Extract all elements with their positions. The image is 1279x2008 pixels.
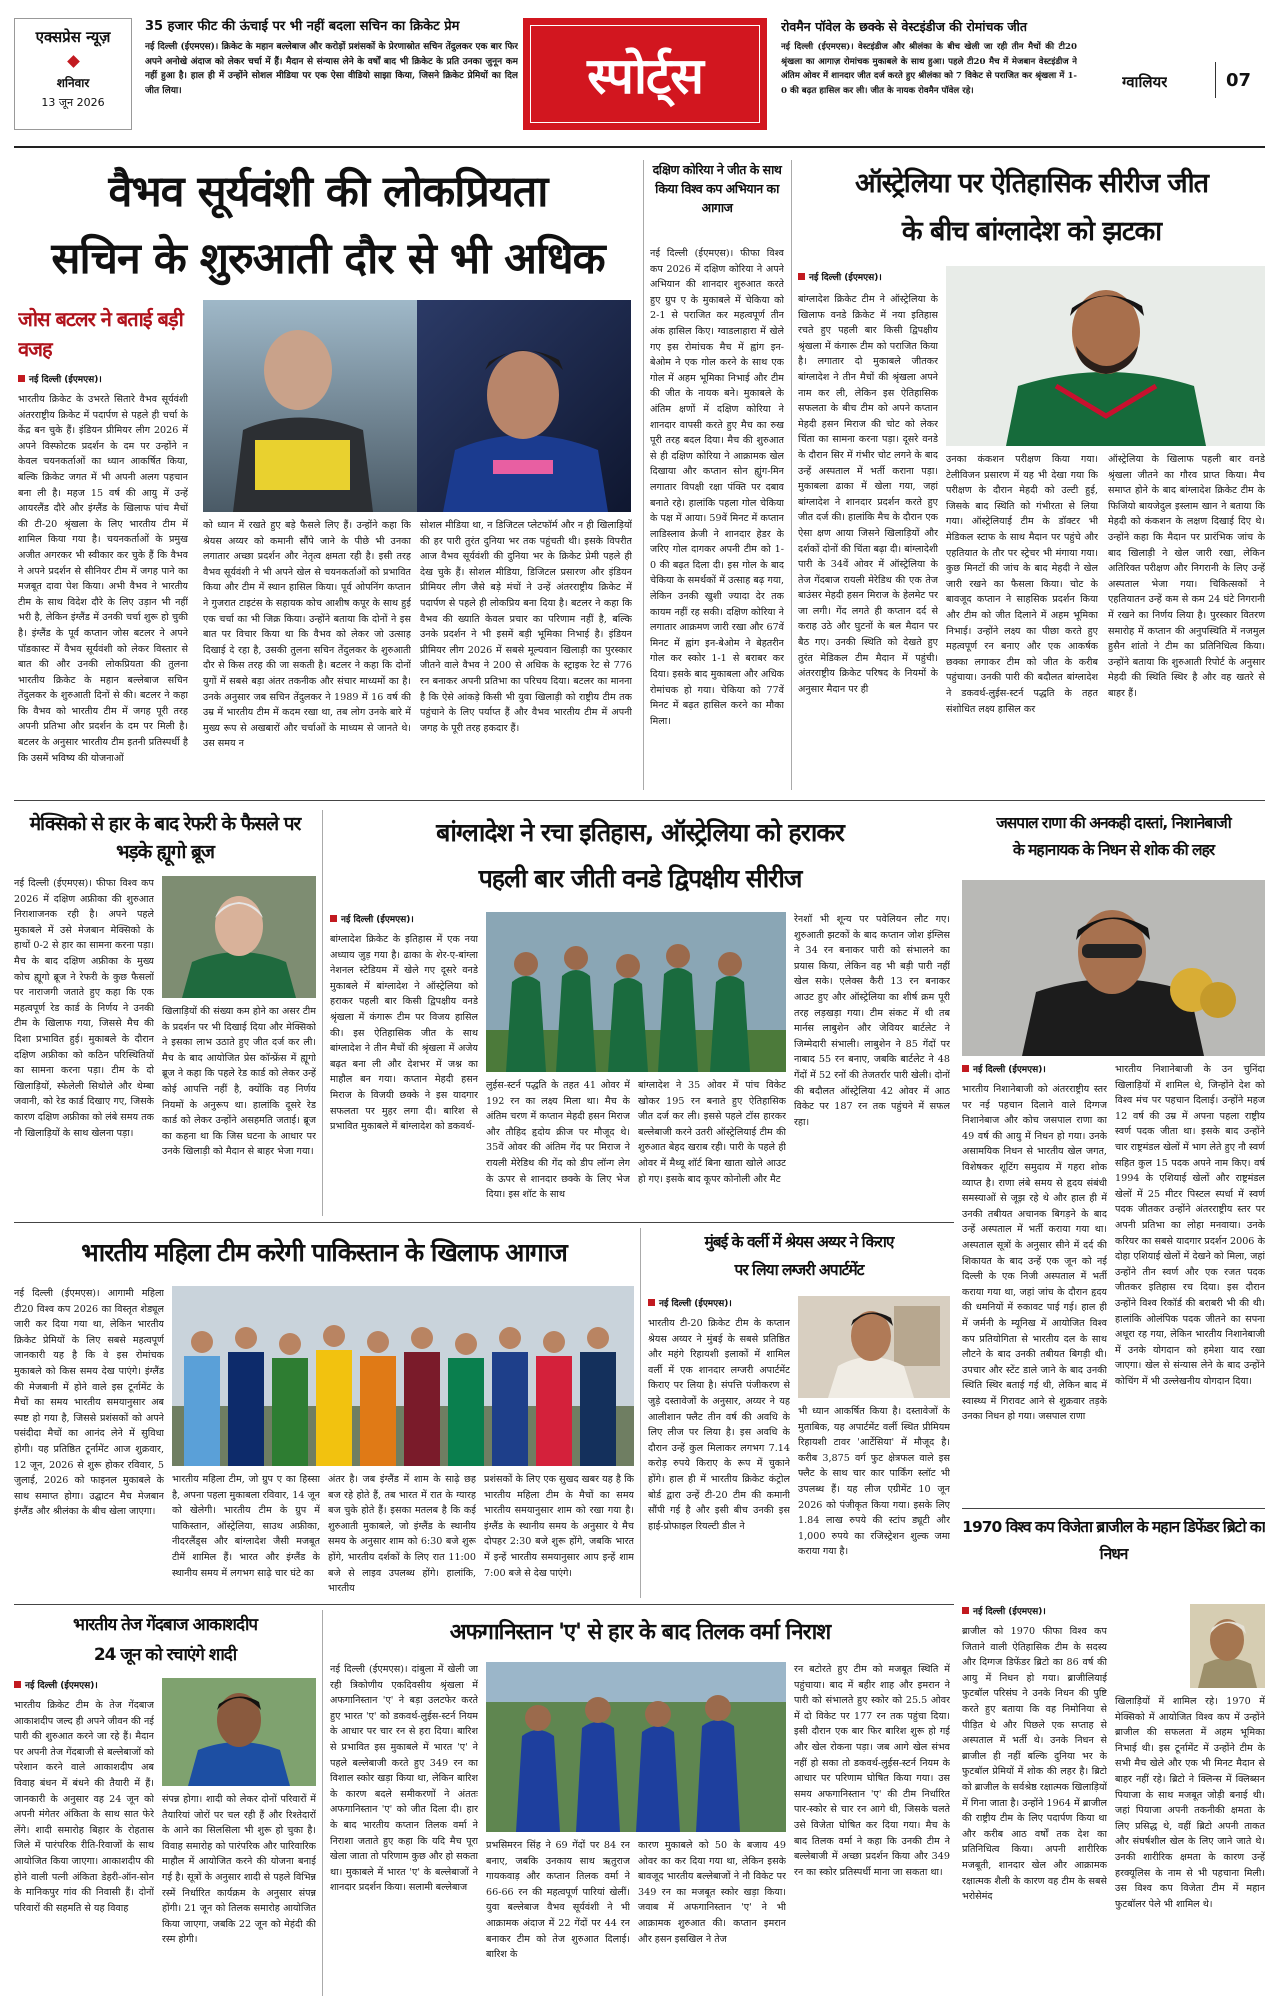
article-bangladesh-setback-headline [798, 160, 1265, 264]
article-bangladesh-history-headline [330, 810, 950, 910]
photo-art [962, 880, 1265, 1056]
masthead-rule [14, 146, 1265, 148]
headline-line2: के महानायक के निधन से शोक की लहर [1012, 841, 1215, 859]
section-rule [14, 800, 1265, 801]
headline-line2: पहली बार जीती वनडे द्विपक्षीय सीरीज [478, 864, 802, 893]
city-label: ग्वालियर [1122, 73, 1168, 91]
section-rule [14, 1604, 954, 1605]
photo-art [162, 1678, 316, 1786]
women-col3: अंतर है। जब इंग्लैंड में शाम के साढ़े छह बज रहे होते हैं, तब भारत में रात के ग्यारह बज चुके होते हैं। इसका मतलब है कि कई शुरुआती मुकाबले, जो इंग्लैंड के स्थानीय समय के अनुसार शाम को 6:30 बजे शुरू होंगे, भारतीय दर्शकों के लिए रात 11:00 बजे से लाइव उपलब्ध होंगे। हालांकि, भारतीय [328, 1474, 476, 1595]
brief-sachin-title: 35 हजार फीट की ऊंचाई पर भी नहीं बदला सचिन का क्रिकेट प्रेम [145, 19, 460, 34]
article-jaspal-headline [962, 810, 1265, 874]
shreyas-col2: भी ध्यान आकर्षित किया है। दस्तावेजों के मुताबिक, यह अपार्टमेंट वर्ली स्थित प्रीमियम रिहायशी टावर 'आर्टेसिया' में मौजूद है। करीब 3,875 वर्ग फुट क्षेत्रफल वाले इस फ्लैट के साथ चार कार पार्किंग स्लॉट भी उपलब्ध हैं। यह लीज एग्रीमेंट 10 जून 2026 को पंजीकृत किया गया। इसके लिए 1.84 लाख रुपये की स्टांप ड्यूटी और 1,000 रुपये का रजिस्ट्रेशन शुल्क जमा कराया गया है। [798, 1406, 950, 1558]
women-col4: प्रशंसकों के लिए एक सुखद खबर यह है कि भारतीय महिला टीम के मैचों का समय भारतीय समयानुसार शाम को रखा गया है। इंग्लैंड के स्थानीय समय के अनुसार ये मैच दोपहर 2:30 बजे शुरू होंगे, जबकि भारत में इन्हें भारतीय समयानुसार आप इन्हें शाम 7:00 बजे से देख पाएंगे। [484, 1474, 634, 1579]
photo-art [172, 1286, 634, 1466]
headline-line1: वैभव सूर्यवंशी की लोकप्रियता [108, 167, 548, 217]
headline-line2: सचिन के शुरुआती दौर से भी अधिक [51, 234, 605, 284]
section-rule [14, 1222, 954, 1223]
photo-shreyas [798, 1296, 950, 1398]
brand-box [14, 18, 132, 130]
vaibhav-col2: को ध्यान में रखते हुए बड़े फैसले लिए हैं। उन्होंने कहा कि श्रेयस अय्यर को कमानी सौंपे जाने के पीछे भी उनका लगातार अच्छा प्रदर्शन और नेतृत्व क्षमता रही है। इसी तरह वैभव सूर्यवंशी ने भी अपने खेल से चयनकर्ताओं को प्रभावित किया और टीम में स्थान हासिल किया। पूर्व ओपनिंग कप्तान ने गुजरात टाइटंस के सहायक कोच आशीष कपूर के साथ हुई एक चर्चा का भी जिक्र किया। उन्होंने बताया कि दोनों ने इस बात पर विचार किया था कि वैभव को लेकर जो उत्साह दिखाई दे रहा है, उसकी तुलना सचिन तेंदुलकर के शुरुआती दौर से किस तरह की जा सकती है। बटलर ने कहा कि दोनों युगों में सबसे बड़ा अंतर तकनीक और संचार माध्यमों का है। उनके अनुसार जब सचिन तेंदुलकर ने 1989 में 16 वर्ष की उम्र में भारतीय टीम में कदम रखा था, तब लोग उनके बारे में मुख्य रूप से अखबारों और चर्चाओं के माध्यम से जानते थे। उस समय न [203, 520, 411, 750]
setback-byline: नई दिल्ली (ईएमएस)। [798, 270, 938, 283]
article-vaibhav-headline [14, 160, 642, 310]
broos-headline: मेक्सिको से हार के बाद रेफरी के फैसले पर भड़के ह्यूगो ब्रूज [29, 813, 301, 863]
photo-jaspal [962, 880, 1265, 1056]
korea-text: नई दिल्ली (ईएमएस)। फीफा विश्व कप 2026 में दक्षिण कोरिया ने अपने अभियान की शानदार शुरुआत करते हुए ग्रुप ए के मुकाबले में चेकिया को 2-1 से पराजित कर महत्वपूर्ण तीन अंक हासिल किए। ग्वाडलाहारा में खेले गए इस रोमांचक मैच में ह्वांग इन-बेओम ने एक गोल करने के साथ एक गोल में अहम भूमिका निभाई और टीम की जीत के नायक बने। मुकाबले के अंतिम क्षणों में दक्षिण कोरिया ने शानदार वापसी करते हुए मैच का रुख पूरी तरह बदल दिया। मैच की शुरुआत से ही दक्षिण कोरिया ने आक्रामक खेल दिखाया और कप्तान सोन ह्युंग-मिन लगातार विपक्षी रक्षा पंक्ति पर दबाव बनाते रहे। हालांकि पहला गोल चेकिया के पक्ष में आया। 59वें मिनट में कप्तान लाडिस्लाव क्रेजी ने शानदार हेडर के जरिए गोल दागकर अपनी टीम को 1-0 की बढ़त दिला दी। इस गोल के बाद चेकिया के समर्थकों में उत्साह बढ़ गया, लेकिन उनकी खुशी ज्यादा देर तक कायम नहीं रह सकी। दक्षिण कोरिया ने लगातार आक्रमण जारी रखा और 67वें मिनट में ह्वांग इन-बेओम ने बेहतरीन गोल कर स्कोर 1-1 से बराबर कर दिया। इसके बाद मुकाबला और अधिक रोमांचक हो गया। चेकिया को 77वें मिनट में बढ़त हासिल करने का मौका मिला। [650, 248, 784, 727]
vaibhav-col3: सोशल मीडिया था, न डिजिटल प्लेटफॉर्म और न ही खिलाड़ियों की हर पारी तुरंत दुनिया भर तक पहुंचती थी। इसके विपरीत आज वैभव सूर्यवंशी की दुनिया भर के क्रिकेट प्रेमी पहले ही देख चुके हैं। सोशल मीडिया, डिजिटल प्रसारण और इंडियन प्रीमियर लीग जैसे बड़े मंचों ने उन्हें अंतरराष्ट्रीय क्रिकेट में पदार्पण से पहले ही लोकप्रिय बना दिया है। बटलर ने कहा कि वैभव की ख्याति केवल प्रचार का परिणाम नहीं है, बल्कि उनके प्रदर्शन ने भी इसमें बड़ी भूमिका निभाई है। इंडियन प्रीमियर लीग 2026 में सबसे मूल्यवान खिलाड़ी का पुरस्कार जीतने वाले वैभव ने 200 से अधिक के स्ट्राइक रेट से 776 रन बनाकर अपनी प्रतिभा का परिचय दिया। बटलर का मानना है कि ऐसे आंकड़े किसी भी युवा खिलाड़ी को राष्ट्रीय टीम तक पहुंचाने के लिए पर्याप्त हैं और वैभव भारतीय टीम में अपनी जगह के पूरी तरह हकदार हैं। [420, 520, 632, 734]
women-col1: नई दिल्ली (ईएमएस)। आगामी महिला टी20 विश्व कप 2026 का विस्तृत शेड्यूल जारी कर दिया गया था, लेकिन भारतीय क्रिकेट प्रेमियों के लिए सबसे महत्वपूर्ण जानकारी यह है कि वे इस रोमांचक मुकाबले को किस समय देख पाएंगे। इंग्लैंड की मेजबानी में होने वाले इस टूर्नामेंट के मैचों का समय भारतीय समयानुसार अब स्पष्ट हो गया है, जिससे प्रशंसकों को अपने पसंदीदा मैचों का आनंद लेने में सुविधा होगी। यह प्रतिष्ठित टूर्नामेंट आज शुक्रवार, 12 जून, 2026 से शुरू होकर रविवार, 5 जुलाई, 2026 को फाइनल मुकाबले के साथ समाप्त होगा। उद्घाटन मैच मेजबान इंग्लैंड और श्रीलंका के बीच खेला जाएगा। [14, 1288, 164, 1518]
setback-col3: ऑस्ट्रेलिया के खिलाफ पहली बार वनडे श्रृंखला जीतने का गौरव प्राप्त किया। मैच समाप्त होने के बाद बांग्लादेश क्रिकेट टीम के फिजियो बायजेदुल इस्लाम खान ने बताया कि मेहदी को कंकशन के लक्षण दिखाई दिए थे। उन्होंने कहा कि मैदान पर प्रारंभिक जांच के बाद खिलाड़ी ने खेल जारी रखा, लेकिन अतिरिक्त परीक्षण और निगरानी के लिए उन्हें अस्पताल भेजा गया। चिकित्सकों ने एहतियातन उन्हें कम से कम 24 घंटे निगरानी में रखने का निर्णय लिया है। पुरस्कार वितरण समारोह में कप्तान की अनुपस्थिति में नजमुल हुसैन शांतो ने टीम का प्रतिनिधित्व किया। उन्होंने बताया कि शुरुआती रिपोर्ट के अनुसार मेहदी की स्थिति स्थिर है और वह खतरे से बाहर हैं। [1108, 454, 1265, 699]
photo-butler-vaibhav [203, 300, 631, 512]
tilak-col4: रन बटोरते हुए टीम को मजबूत स्थिति में पहुंचाया। बाद में बहीर शाह और इमरान ने पारी को संभालते हुए स्कोर को 25.5 ओवर में दो विकेट पर 177 रन तक पहुंचा दिया। इसी दौरान एक बार फिर बारिश शुरू हो गई और खेल रोकना पड़ा। जब आगे खेल संभव नहीं हो सका तो डकवर्थ-लुईस-स्टर्न नियम के आधार पर परिणाम घोषित किया गया। उस समय अफगानिस्तान 'ए' की टीम निर्धारित पार-स्कोर से चार रन आगे थी, जिसके चलते उसे विजेता घोषित कर दिया गया। मैच के बाद तिलक वर्मा ने कहा कि उनकी टीम ने बल्लेबाजी में अच्छा प्रदर्शन किया और 349 रन का स्कोर प्रतिस्पर्धी माना जा सकता था। [794, 1664, 950, 1878]
headline-line1: जसपाल राणा की अनकही दास्तां, निशानेबाजी [996, 814, 1231, 832]
broos-text: नई दिल्ली (ईएमएस)। फीफा विश्व कप 2026 में दक्षिण अफ्रीका की शुरुआत निराशाजनक रही है। अपने पहले मुकाबले में उसे मेजबान मेक्सिको के हाथों 0-2 से हार का सामना करना पड़ा। मैच के बाद दक्षिण अफ्रीका के मुख्य कोच ह्यूगो ब्रूज ने रेफरी के कुछ फैसलों पर नाराजगी जताते हुए कहा कि एक महत्वपूर्ण रेड कार्ड के निर्णय ने उनकी टीम के खिलाफ गया, जिससे मैच की दिशा प्रभावित हुई। मुकाबले के दौरान दक्षिण अफ्रीका को कठिन परिस्थितियों का सामना करना पड़ा। टीम के दो खिलाड़ियों, स्फेलेली सिथोले और थेम्बा जवानी, को रेड कार्ड दिखाए गए, जिसके कारण दक्षिण अफ्रीका को लंबे समय तक नौ खिलाड़ियों के साथ खेलना पड़ा। [14, 878, 154, 1139]
section-title: स्पोर्ट्स [587, 47, 703, 105]
akashdeep-col2: संपन्न होगा। शादी को लेकर दोनों परिवारों में तैयारियां जोरों पर चल रही हैं और रिश्तेदारों के आने का सिलसिला भी शुरू हो चुका है। विवाह समारोह को पारंपरिक और पारिवारिक माहौल में आयोजित करने की योजना बनाई गई है। सूत्रों के अनुसार शादी से पहले विभिन्न रस्में निर्धारित कार्यक्रम के अनुसार संपन्न होंगी। 21 जून को तिलक समारोह आयोजित किया जाएगा, जबकि 22 जून को मेहंदी की रस्म होगी। [162, 1794, 316, 1946]
history-col2: लुईस-स्टर्न पद्धति के तहत 41 ओवर में 192 रन का लक्ष्य मिला था। मैच के अंतिम चरण में कप्तान मेहदी हसन मिराज और तौहिद हृदोय क्रीज पर मौजूद थे। 35वें ओवर की अंतिम गेंद पर मिराज ने रायली मेरेडिथ की गेंद को डीप लॉन्ग लेग के ऊपर से शानदार छक्के के लिए भेज दिया। इस शॉट के साथ [486, 1080, 630, 1201]
photo-art [203, 300, 631, 512]
tilak-col1: नई दिल्ली (ईएमएस)। दांबुला में खेली जा रही त्रिकोणीय एकदिवसीय श्रृंखला में अफगानिस्तान 'ए' ने बड़ा उलटफेर करते हुए भारत 'ए' को डकवर्थ-लुईस-स्टर्न नियम के आधार पर चार रन से हरा दिया। बारिश से प्रभावित इस मुकाबले में भारत 'ए' ने पहले बल्लेबाजी करते हुए 349 रन का विशाल स्कोर खड़ा किया था, लेकिन बारिश के कारण बदले समीकरणों ने अंततः अफगानिस्तान 'ए' को जीत दिला दी। हार के बाद भारतीय कप्तान तिलक वर्मा ने निराशा जताते हुए कहा कि यदि मैच पूरा खेला जाता तो परिणाम कुछ और हो सकता था। मुकाबले में भारत 'ए' के बल्लेबाजों ने शानदार प्रदर्शन किया। सलामी बल्लेबाज [330, 1664, 478, 1894]
photo-bangladesh-team [486, 912, 786, 1072]
article-shreyas-headline [648, 1228, 950, 1292]
col-rule [322, 810, 323, 1216]
photo-art [486, 1662, 786, 1832]
shreyas-col1: भारतीय टी-20 क्रिकेट टीम के कप्तान श्रेयस अय्यर ने मुंबई के सबसे प्रतिष्ठित और महंगे रिहायशी इलाकों में शामिल वर्ली में एक शानदार लग्जरी अपार्टमेंट किराए पर लिया है। संपत्ति पंजीकरण से जुड़े दस्तावेजों के अनुसार, अय्यर ने यह आलीशान फ्लैट तीन वर्ष की अवधि के लिए लीज पर लिया है। इस अवधि के दौरान उन्हें कुल मिलाकर लगभग 7.14 करोड़ रुपये किराए के रूप में चुकाने होंगे। हाल ही में भारतीय क्रिकेट कंट्रोल बोर्ड द्वारा उन्हें टी-20 टीम की कमानी सौंपी गई है और इसी बीच उनकी इस हाई-प्रोफाइल रियल्टी डील ने [648, 1318, 790, 1532]
brief-powell-title: रोवमैन पॉवेल के छक्के से वेस्टइंडीज की रोमांचक जीत [781, 19, 1028, 34]
col-rule [643, 160, 644, 790]
article-akashdeep-headline [14, 1610, 316, 1674]
tilak-col3: कारण मुकाबले को 50 के बजाय 49 ओवर का कर दिया गया था, लेकिन इसके बावजूद भारतीय बल्लेबाजों ने नौ विकेट पर 349 रन का मजबूत स्कोर खड़ा किया। जवाब में अफगानिस्तान 'ए' ने भी आक्रामक शुरुआत की। कप्तान इमरान और हसन इसखिल ने तेज [638, 1840, 786, 1945]
brief-powell [781, 18, 1077, 130]
setback-col2: उनका कंकशन परीक्षण किया गया। टेलीविजन प्रसारण में यह भी देखा गया कि परीक्षण के दौरान मेहदी को उल्टी हुई, जिसके बाद स्थिति को गंभीरता से लिया गया। ऑस्ट्रेलियाई टीम के डॉक्टर भी मेडिकल स्टाफ के साथ मैदान पर पहुंचे और एहतियात के तौर पर स्ट्रेचर भी मंगाया गया। कुछ मिनटों की जांच के बाद मेहदी ने खेल जारी रखने का फैसला किया। चोट के बावजूद कप्तान ने साहसिक प्रदर्शन किया और टीम को जीत दिलाने में अहम भूमिका निभाई। उन्होंने लक्ष्य का पीछा करते हुए महत्वपूर्ण रन बनाए और एक आकर्षक छक्का लगाकर टीम को जीत के करीब पहुंचाया। उनकी पारी की बदौलत बांग्लादेश ने डकवर्थ-लुईस-स्टर्न पद्धति के तहत संशोधित लक्ष्य हासिल कर [946, 454, 1098, 715]
photo-akashdeep [162, 1678, 316, 1786]
jaspal-col1: भारतीय निशानेबाजी को अंतरराष्ट्रीय स्तर पर नई पहचान दिलाने वाले दिग्गज निशानेबाज और कोच जसपाल राणा का 49 वर्ष की आयु में निधन हो गया। उनके असामयिक निधन से भारतीय खेल जगत, विशेषकर शूटिंग समुदाय में गहरा शोक व्याप्त है। राणा लंबे समय से हृदय संबंधी समस्याओं से जूझ रहे थे और हाल ही में उनकी तबीयत अचानक बिगड़ने के बाद उन्हें अस्पताल में भर्ती कराया गया था। अस्पताल सूत्रों के अनुसार सीने में दर्द की शिकायत के बाद उन्हें एक जून को नई दिल्ली के एक निजी अस्पताल में भर्ती कराया गया था, जहां जांच के दौरान हृदय की धमनियों में रुकावट पाई गई। हाल ही में जर्मनी के म्यूनिख में आयोजित विश्व कप प्रतियोगिता से भारतीय दल के साथ लौटने के बाद उनकी तबीयत बिगड़ी थी। उपचार और स्टेंट डाले जाने के बाद उनकी स्थिति स्थिर बताई गई थी, लेकिन बाद में स्वास्थ्य में गिरावट आने से शुक्रवार तड़के उनका निधन हो गया। जसपाल राणा [962, 1084, 1107, 1423]
bullet-square-icon [962, 1065, 969, 1072]
headline-line1: ऑस्ट्रेलिया पर ऐतिहासिक सीरीज जीत [854, 168, 1209, 199]
bullet-square-icon [14, 1681, 21, 1688]
bullet-square-icon [798, 273, 805, 280]
women-col2: भारतीय महिला टीम, जो ग्रुप ए का हिस्सा है, अपना पहला मुकाबला रविवार, 14 जून को खेलेगी। भारतीय टीम के ग्रुप में पाकिस्तान, ऑस्ट्रेलिया, साउथ अफ्रीका, नीदरलैंड्स और बांग्लादेश जैसी मजबूत टीमें शामिल हैं। भारत और इंग्लैंड के स्थानीय समय में लगभग साढ़े चार घंटे का [172, 1474, 320, 1579]
photo-art [946, 266, 1265, 446]
masthead [0, 0, 1279, 148]
brief-sachin-text: नई दिल्ली (ईएमएस)। क्रिकेट के महान बल्लेबाज और करोड़ों प्रशंसकों के प्रेरणास्रोत सचिन तेंदुलकर एक बार फिर अपने अनोखे अंदाज को लेकर चर्चा में हैं। मैदान से संन्यास लेने के वर्षों बाद भी क्रिकेट के प्रति उनका जुनून कम नहीं हुआ है। हाल ही में उन्होंने सोशल मीडिया पर एक ऐसा वीडियो साझा किया, जिसने क्रिकेट प्रेमियों का दिल जीत लिया। [145, 42, 518, 96]
headline-line2: के बीच बांग्लादेश को झटका [901, 216, 1162, 247]
women-team-headline: भारतीय महिला टीम करेगी पाकिस्तान के खिलाफ आगाज [81, 1238, 567, 1267]
col-rule [791, 160, 792, 790]
vaibhav-subheadline: जोस बटलर ने बताई बड़ी वजह [18, 307, 183, 361]
history-col3: बांग्लादेश ने 35 ओवर में पांच विकेट खोकर 195 रन बनाते हुए ऐतिहासिक जीत दर्ज कर ली। इससे पहले टॉस हारकर बल्लेबाजी करने उतरी ऑस्ट्रेलियाई टीम की शुरुआत बेहद खराब रही। पारी के पहले ही ओवर में मैथ्यू शॉर्ट बिना खाता खोले आउट हो गए। इसके बाद कूपर कोनोली और मैट [638, 1080, 786, 1185]
shreyas-byline: नई दिल्ली (ईएमएस)। [648, 1296, 790, 1309]
jaspal-byline: नई दिल्ली (ईएमएस)। [962, 1062, 1107, 1075]
tilak-headline: अफगानिस्तान 'ए' से हार के बाद तिलक वर्मा निराश [449, 1620, 831, 1645]
photo-art [798, 1296, 950, 1398]
photo-art [162, 876, 316, 998]
broos-text-2: खिलाड़ियों की संख्या कम होने का असर टीम के प्रदर्शन पर भी दिखाई दिया और मेक्सिको ने इसका लाभ उठाते हुए जीत दर्ज कर ली। मैच के बाद आयोजित प्रेस कॉन्फ्रेंस में ह्यूगो ब्रूज ने कहा कि पहले रेड कार्ड को लेकर उन्हें कोई आपत्ति नहीं है, क्योंकि वह निर्णय नियमों के अनुरूप था। हालांकि दूसरे रेड कार्ड को लेकर उन्होंने असहमति जताई। ब्रूज का कहना था कि जिस घटना के आधार पर उनके खिलाड़ी को मैदान से बाहर भेजा गया। [162, 1006, 316, 1158]
bullet-square-icon [18, 375, 25, 382]
history-col4: रेनशॉ भी शून्य पर पवेलियन लौट गए। शुरुआती झटकों के बाद कप्तान जोश इंग्लिस ने 34 रन बनाकर पारी को संभालने का प्रयास किया, लेकिन वह भी बड़ी पारी नहीं खेल सके। एलेक्स कैरी 13 रन बनाकर आउट हुए और ऑस्ट्रेलिया का शीर्ष क्रम पूरी तरह लड़खड़ा गया। टीम संकट में थी तब मार्नस लाबुशेन और जेवियर बार्टलेट ने जिम्मेदारी संभाली। लाबुशेन ने 85 गेंदों पर नाबाद 55 रन बनाए, जबकि बार्टलेट ने 48 गेंदों में 52 रनों की तेजतर्रार पारी खेली। दोनों की बदौलत ऑस्ट्रेलिया 42 ओवर में आठ विकेट पर 187 रन तक पहुंचने में सफल रहा। [794, 914, 950, 1128]
brito-col1: ब्राजील को 1970 फीफा विश्व कप जिताने वाली ऐतिहासिक टीम के सदस्य और दिग्गज डिफेंडर ब्रिटो का 86 वर्ष की आयु में निधन हो गया। ब्राजीलियाई फुटबॉल परिसंघ ने उनके निधन की पुष्टि करते हुए बताया कि वह निमोनिया से पीड़ित थे और पिछले एक सप्ताह से अस्पताल में भर्ती थे। उनके निधन से ब्राजील ही नहीं बल्कि दुनिया भर के फुटबॉल प्रेमियों में शोक की लहर है। ब्रिटो को ब्राजील के सर्वश्रेष्ठ रक्षात्मक खिलाड़ियों में गिना जाता है। उन्होंने 1964 में ब्राजील की राष्ट्रीय टीम के लिए पदार्पण किया था और करीब आठ वर्षों तक देश का प्रतिनिधित्व किया। अपनी शारीरिक मजबूती, शानदार खेल और आक्रामक रक्षात्मक शैली के कारण वह टीम के सबसे भरोसेमंद [962, 1626, 1107, 1903]
headline-line2: 24 जून को रचाएंगे शादी [93, 1645, 237, 1665]
bullet-square-icon [962, 1607, 969, 1614]
bullet-square-icon [330, 915, 337, 922]
diamond-icon [67, 55, 80, 68]
history-byline: नई दिल्ली (ईएमएस)। [330, 912, 490, 925]
issue-date: 13 जून 2026 [41, 96, 105, 109]
korea-headline: दक्षिण कोरिया ने जीत के साथ किया विश्व कप अभियान का आगाज [652, 162, 782, 215]
vaibhav-byline: नई दिल्ली (ईएमएस)। [18, 372, 188, 385]
brief-sachin [145, 18, 518, 130]
brand-name: एक्सप्रेस न्यूज़ [35, 28, 111, 46]
tilak-col2: प्रभसिमरन सिंह ने 69 गेंदों पर 84 रन बनाए, जबकि उनकाय साथ ऋतुराज गायकवाड़ और कप्तान तिलक वर्मा ने 66-66 रन की महत्वपूर्ण पारियां खेलीं। युवा बल्लेबाज वैभव सूर्यवंशी ने भी आक्रामक अंदाज में 22 गेंदों पर 44 रन बनाकर टीम को तेज शुरुआत दिलाई। बारिश के [486, 1840, 630, 1961]
brito-byline: नई दिल्ली (ईएमएस)। [962, 1604, 1107, 1617]
section-badge [523, 18, 767, 130]
setback-col1: बांग्लादेश क्रिकेट टीम ने ऑस्ट्रेलिया के खिलाफ वनडे क्रिकेट में नया इतिहास रचते हुए पहली बार किसी द्विपक्षीय श्रृंखला में कंगारू टीम को पराजित किया है। लगातार दो मुकाबले जीतकर बांग्लादेश ने तीन मैचों की श्रृंखला अपने नाम कर ली, लेकिन इस ऐतिहासिक सफलता के बीच टीम को अपने कप्तान मेहदी हसन मिराज की चोट को लेकर चिंता का सामना करना पड़ा। दूसरे वनडे के दौरान सिर में गंभीर चोट लगने के बाद उन्हें अस्पताल में भर्ती कराना पड़ा। मुकाबला ढाका में खेला गया, जहां बांग्लादेश ने शानदार प्रदर्शन करते हुए जीत दर्ज की। हालांकि मैच के दौरान एक ऐसा क्षण आया जिसने खिलाड़ियों और दर्शकों दोनों की चिंता बढ़ा दी। बांग्लादेशी पारी के 34वें ओवर में ऑस्ट्रेलिया के तेज गेंदबाज रायली मेरेडिथ की एक तेज बाउंसर मेहदी हसन मिराज के हेलमेट पर जा लगी। गेंद लगते ही कप्तान दर्द से कराह उठे और घुटनों के बल मैदान पर बैठ गए। उनकी स्थिति को देखते हुए तुरंत मेडिकल टीम मैदान में पहुंची। अंतरराष्ट्रीय क्रिकेट परिषद के नियमों के अनुसार मैदान पर ही [798, 294, 938, 695]
history-col1: बांग्लादेश क्रिकेट के इतिहास में एक नया अध्याय जुड़ गया है। ढाका के शेर-ए-बांग्ला नेशनल स्टेडियम में खेले गए दूसरे वनडे मुकाबले में बांग्लादेश ने ऑस्ट्रेलिया को हराकर पहली बार किसी द्विपक्षीय वनडे श्रृंखला में कंगारू टीम पर विजय हासिल की। इस ऐतिहासिक जीत के साथ बांग्लादेश ने तीन मैचों की श्रृंखला में अजेय बढ़त बना ली और देशभर में जश्न का माहौल बन गया। कप्तान मेहदी हसन मिराज के विजयी छक्के ने इस यादगार सफलता पर मुहर लगा दी। बारिश से प्रभावित मुकाबले में बांग्लादेश को डकवर्थ- [330, 934, 478, 1133]
page-divider [1215, 62, 1216, 98]
photo-india-a [486, 1662, 786, 1832]
brito-col2: खिलाड़ियों में शामिल रहे। 1970 में मेक्सिको में आयोजित विश्व कप में उन्होंने ब्राजील की सफलता में अहम भूमिका निभाई थी। इस टूर्नामेंट में उन्होंने टीम के सभी मैच खेले और एक भी मिनट मैदान से बाहर नहीं रहे। ब्रिटो ने क्लिन्स में क्लिब्सन पियाजा के साथ मजबूत जोड़ी बनाई थी। जहां पियाजा अपनी तकनीकी क्षमता के लिए प्रसिद्ध थे, वहीं ब्रिटो अपनी ताकत और संघर्षशील खेल के लिए जाने जाते थे। उनकी शारीरिक क्षमता के कारण उन्हें हरक्यूलिस के नाम से भी पहचाना मिली। उस विश्व कप विजेता टीम में महान फुटबॉलर पेले भी शामिल थे। [1115, 1696, 1265, 1910]
page-number: 07 [1226, 70, 1252, 91]
photo-broos [162, 876, 316, 998]
brito-headline: 1970 विश्व कप विजेता ब्राजील के महान डिफेंडर ब्रिटो का निधन [962, 1518, 1265, 1563]
akashdeep-byline: नई दिल्ली (ईएमएस)। [14, 1678, 154, 1691]
headline-line1: भारतीय तेज गेंदबाज आकाशदीप [72, 1615, 258, 1635]
issue-day: शनिवार [56, 76, 90, 90]
akashdeep-col1: भारतीय क्रिकेट टीम के तेज गेंदबाज आकाशदीप जल्द ही अपने जीवन की नई पारी की शुरुआत करने जा रहे हैं। मैदान पर अपनी तेज गेंदबाजी से बल्लेबाजों को परेशान करने वाले आकाशदीप अब विवाह बंधन में बंधने की तैयारी में हैं। जानकारी के अनुसार वह 24 जून को अपनी मंगेतर अंकिता के साथ सात फेरे लेंगे। शादी समारोह बिहार के रोहतास जिले में पारंपरिक रीति-रिवाजों के साथ आयोजित किया जाएगा। आकाशदीप की होने वाली पत्नी अंकिता डेहरी-ऑन-सोन के मानिकपुर गांव की निवासी हैं। दोनों परिवारों की सहमति से यह विवाह [14, 1700, 154, 1914]
section-rule [962, 1508, 1265, 1509]
headline-line2: पर लिया लग्जरी अपार्टमेंट [734, 1261, 864, 1279]
brief-powell-text: नई दिल्ली (ईएमएस)। वेस्टइंडीज और श्रीलंका के बीच खेली जा रही तीन मैचों की टी20 श्रृंखला का आगाज़ रोमांचक मुकाबले के साथ हुआ। पहले टी20 मैच में मेजबान वेस्टइंडीज ने अंतिम ओवर में शानदार जीत दर्ज करते हुए श्रीलंका को 7 विकेट से पराजित कर श्रृंखला में 1-0 की बढ़त हासिल कर ली। जीत के नायक रोवमैन पॉवेल रहे। [781, 42, 1077, 96]
col-rule [322, 1610, 323, 1996]
headline-line1: मुंबई के वर्ली में श्रेयस अय्यर ने किराए [704, 1233, 894, 1251]
photo-brito [1190, 1604, 1265, 1688]
jaspal-col2: भारतीय निशानेबाजी के उन चुनिंदा खिलाड़ियों में शामिल थे, जिन्होंने देश को विश्व मंच पर पहचान दिलाई। उन्होंने महज 12 वर्ष की उम्र में अपना पहला राष्ट्रीय स्वर्ण पदक जीता था। इसके बाद उन्होंने चार राष्ट्रमंडल खेलों में भाग लेते हुए नौ स्वर्ण सहित कुल 15 पदक अपने नाम किए। वर्ष 1994 के एशियाई खेलों और राष्ट्रमंडल खेलों में 25 मीटर पिस्टल स्पर्धा में स्वर्ण पदक जीतकर उन्होंने अंतरराष्ट्रीय स्तर पर अपनी प्रतिभा का लोहा मनवाया। उनके करियर का सबसे यादगार प्रदर्शन 2006 के दोहा एशियाई खेलों में देखने को मिला, जहां उन्होंने तीन स्वर्ण और एक रजत पदक जीतकर इतिहास रच दिया। इस दौरान उन्होंने विश्व रिकॉर्ड की बराबरी भी की थी। हालांकि ओलंपिक पदक जीतने का सपना अधूरा रह गया, लेकिन भारतीय निशानेबाजी में उनके योगदान को हमेशा याद रखा जाएगा। खेल से संन्यास लेने के बाद उन्होंने कोचिंग में भी उल्लेखनीय योगदान दिया। [1115, 1064, 1265, 1387]
bullet-square-icon [648, 1299, 655, 1306]
col-rule [640, 1228, 641, 1598]
vaibhav-col1: भारतीय क्रिकेट के उभरते सितारे वैभव सूर्यवंशी अंतरराष्ट्रीय क्रिकेट में पदार्पण से पहले ही चर्चा के केंद्र बन चुके हैं। इंडियन प्रीमियर लीग 2026 में अपने विस्फोटक प्रदर्शन के दम पर उन्होंने न केवल चयनकर्ताओं का ध्यान आकर्षित किया, बल्कि क्रिकेट जगत में भी अपनी अलग पहचान बना ली है। महज 15 वर्ष की आयु में उन्हें आयरलैंड दौरे और इंग्लैंड के खिलाफ पांच मैचों की टी-20 श्रृंखला के लिए भारतीय टीम में शामिल किया गया है। चयनकर्ताओं के प्रमुख अजीत अगरकर भी स्वीकार कर चुके हैं कि वैभव ने अपने प्रदर्शन से सीनियर टीम में जगह पाने का मजबूत दावा पेश किया। अभी वैभव ने भारतीय टीम के साथ विदेश दौरे के लिए उड़ान भी नहीं भरी है, लेकिन इंग्लैंड में उनकी चर्चा शुरू हो चुकी है। इंग्लैंड के पूर्व कप्तान जोस बटलर ने अपने पॉडकास्ट में वैभव सूर्यवंशी को लेकर विस्तार से बात की और उनकी लोकप्रियता की तुलना भारतीय क्रिकेट के महान बल्लेबाज सचिन तेंदुलकर के शुरुआती दिनों से की। बटलर ने कहा कि वैभव को भारतीय टीम में जगह पूरी तरह अपनी प्रतिभा और प्रदर्शन के दम पर मिली है। बटलर के अनुसार भारतीय टीम इतनी प्रतिस्पर्धी है कि उसमें भविष्य की योजनाओं [18, 394, 188, 764]
photo-art [1190, 1604, 1265, 1688]
photo-womens-captains [172, 1286, 634, 1466]
headline-line1: बांग्लादेश ने रचा इतिहास, ऑस्ट्रेलिया को हराकर [436, 818, 844, 847]
photo-mehidy [946, 266, 1265, 446]
photo-art [486, 912, 786, 1072]
